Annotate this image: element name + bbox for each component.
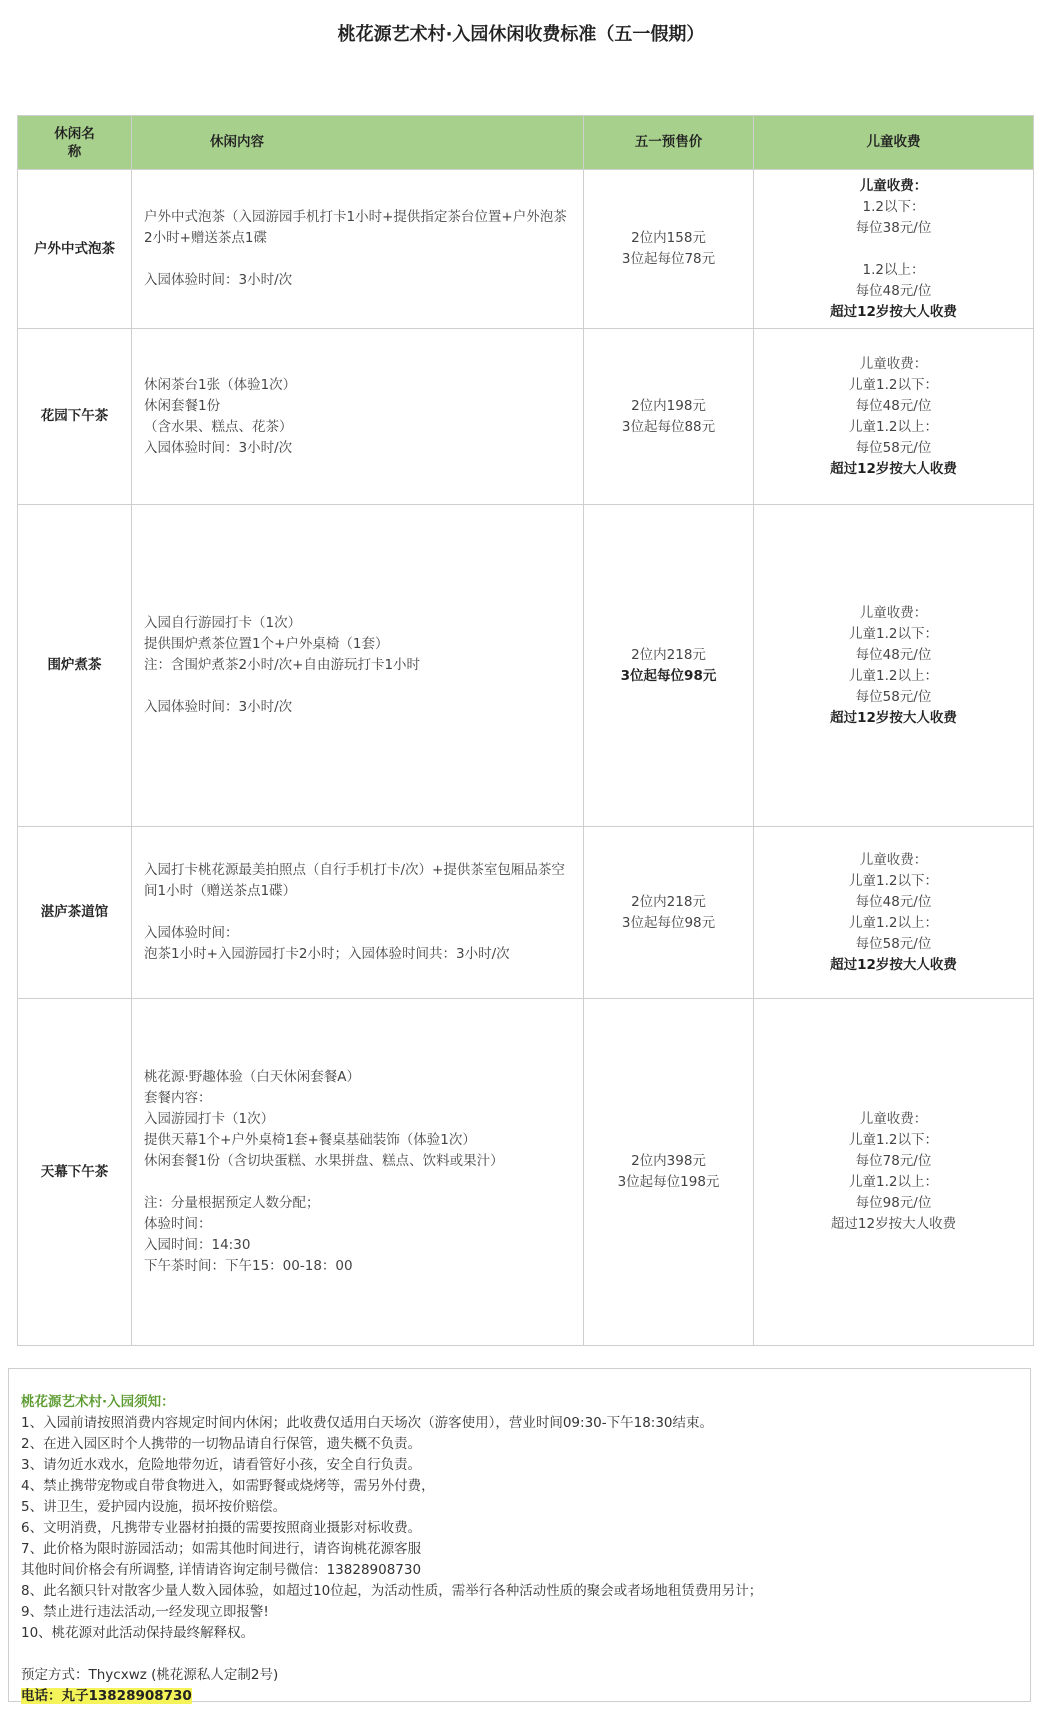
booking-method: 预定方式：Thycxwz (桃花源私人定制2号) (21, 1667, 279, 1683)
child-fee-line: 每位58元/位 (855, 688, 932, 705)
notice-item: 其他时间价格会有所调整, 详情请咨询定制号微信：13828908730 (21, 1562, 422, 1578)
price (584, 827, 754, 999)
price-line: 2位内398元 (631, 1153, 706, 1169)
price-line: 3位起每位98元 (620, 667, 717, 684)
content-line (144, 249, 571, 270)
content-line: 入园体验时间：3小时/次 (144, 272, 293, 288)
notice-title: 桃花源艺术村·入园须知： (21, 1394, 175, 1410)
content-line: 体验时间： (144, 1216, 212, 1232)
child-fee (754, 329, 1034, 505)
child-fee-line: 超过12岁按大人收费 (830, 1216, 957, 1232)
pricing-table (17, 115, 1034, 1346)
price-line: 3位起每位78元 (621, 251, 716, 267)
notice-item: 6、文明消费，凡携带专业器材拍摄的需要按照商业摄影对标收费。 (21, 1520, 422, 1536)
header-content: 休闲内容 (132, 116, 584, 170)
child-fee-line: 超过12岁按大人收费 (830, 956, 957, 973)
price-line: 2位内218元 (631, 893, 706, 910)
notice-item: 7、此价格为限时游园活动；如需其他时间进行，请咨询桃花源客服 (21, 1541, 422, 1557)
header-name: 休闲名称 (18, 116, 132, 170)
item-name: 天幕下午茶 (18, 999, 132, 1346)
table-row (18, 329, 1034, 505)
price (584, 505, 754, 827)
price (584, 170, 754, 329)
notice-item: 9、禁止进行违法活动,一经发现立即报警! (21, 1604, 269, 1620)
child-fee-line: 每位98元/位 (855, 1195, 932, 1211)
child-fee-line: 儿童收费： (859, 177, 928, 194)
item-name: 户外中式泡茶 (18, 170, 132, 329)
table-row (18, 999, 1034, 1346)
child-fee-line: 儿童1.2以上： (849, 914, 938, 931)
child-fee-line: 每位48元/位 (855, 397, 932, 414)
price (584, 329, 754, 505)
content-line: 提供天幕1个+户外桌椅1套+餐桌基础装饰（体验1次） (144, 1132, 476, 1148)
child-fee-line: 每位58元/位 (855, 439, 932, 456)
content-line: 提供围炉煮茶位置1个+户外桌椅（1套） (144, 636, 389, 652)
child-fee (754, 999, 1034, 1346)
notice-item: 3、请勿近水戏水，危险地带勿近，请看管好小孩，安全自行负责。 (21, 1457, 422, 1473)
child-fee-line: 儿童1.2以上： (849, 418, 938, 435)
child-fee-line: 超过12岁按大人收费 (830, 303, 957, 320)
child-fee (754, 827, 1034, 999)
content-line: 入园体验时间：3小时/次 (144, 699, 293, 715)
contact-phone: 电话：丸子13828908730 (21, 1688, 192, 1704)
price-line: 2位内218元 (631, 646, 706, 663)
content-line: 入园体验时间：3小时/次 (144, 439, 293, 456)
child-fee-line: 儿童1.2以上： (849, 1174, 938, 1190)
content-line: 入园体验时间： (144, 925, 239, 941)
child-fee-line: 儿童1.2以下： (849, 1132, 938, 1148)
content-line (144, 902, 571, 923)
price-line: 2位内198元 (631, 397, 706, 414)
header-price: 五一预售价 (584, 116, 754, 170)
item-name: 花园下午茶 (18, 329, 132, 505)
item-content (132, 827, 584, 999)
table-row (18, 827, 1034, 999)
item-name: 围炉煮茶 (18, 505, 132, 827)
child-fee-line: 儿童收费： (859, 355, 928, 372)
child-fee-line: 儿童1.2以下： (849, 376, 938, 393)
content-line: 休闲茶台1张（体验1次） (144, 376, 297, 393)
notice-item: 5、讲卫生，爱护园内设施，损坏按价赔偿。 (21, 1499, 287, 1515)
child-fee-line: 每位48元/位 (855, 893, 932, 910)
child-fee-line: 儿童1.2以下： (849, 872, 938, 889)
child-fee-line: 1.2以下： (862, 198, 925, 215)
content-line: 入园游园打卡（1次） (144, 1111, 275, 1127)
table-row (18, 170, 1034, 329)
content-line: 休闲套餐1份 (144, 397, 221, 414)
content-line: 休闲套餐1份（含切块蛋糕、水果拼盘、糕点、饮料或果汁） (144, 1153, 504, 1169)
child-fee-line: 每位48元/位 (855, 646, 932, 663)
child-fee-line (755, 239, 1032, 260)
content-line: 套餐内容： (144, 1090, 212, 1106)
notice-item: 10、桃花源对此活动保持最终解释权。 (21, 1625, 255, 1641)
content-line: 入园自行游园打卡（1次） (144, 615, 302, 631)
content-line: 入园时间：14:30 (144, 1237, 251, 1253)
content-line: 入园打卡桃花源最美拍照点（自行手机打卡/次）+提供茶室包厢品茶空间1小时（赠送茶点1碟） (144, 862, 565, 899)
item-content (132, 329, 584, 505)
content-line: 注：含围炉煮茶2小时/次+自由游玩打卡1小时 (144, 657, 421, 673)
table-row (18, 505, 1034, 827)
notice-item: 8、此名额只针对散客少量人数入园体验，如超过10位起，为活动性质，需举行各种活动性质的聚会或者场地租赁费用另计； (21, 1583, 763, 1599)
notice-item: 1、入园前请按照消费内容规定时间内休闲；此收费仅适用白天场次（游客使用），营业时间09:30-下午18:30结束。 (21, 1415, 714, 1431)
header-child-fee: 儿童收费 (754, 116, 1034, 170)
visitor-notice (8, 1368, 1031, 1702)
item-content (132, 170, 584, 329)
child-fee-line: 儿童收费： (859, 851, 928, 868)
content-line (144, 676, 571, 697)
page-title: 桃花源艺术村·入园休闲收费标准（五一假期） (337, 24, 705, 45)
content-line (144, 1172, 571, 1193)
content-line: 户外中式泡茶（入园游园手机打卡1小时+提供指定茶台位置+户外泡茶2小时+赠送茶点1碟 (144, 209, 567, 246)
content-line: （含水果、糕点、花茶） (144, 418, 293, 435)
price-line: 3位起每位98元 (621, 914, 716, 931)
price-line: 3位起每位88元 (621, 418, 716, 435)
child-fee-line: 儿童1.2以上： (849, 667, 938, 684)
content-line: 下午茶时间：下午15：00-18：00 (144, 1258, 353, 1274)
child-fee-line: 儿童收费： (859, 1111, 928, 1127)
child-fee (754, 505, 1034, 827)
child-fee-line: 儿童收费： (859, 604, 928, 621)
child-fee-line: 每位38元/位 (855, 219, 932, 236)
child-fee (754, 170, 1034, 329)
table-header-row (18, 116, 1034, 170)
notice-item: 2、在进入园区时个人携带的一切物品请自行保管，遗失概不负责。 (21, 1436, 422, 1452)
content-line: 注：分量根据预定人数分配； (144, 1195, 320, 1211)
notice-item: 4、禁止携带宠物或自带食物进入，如需野餐或烧烤等，需另外付费， (21, 1478, 435, 1494)
child-fee-line: 超过12岁按大人收费 (830, 460, 957, 477)
item-content (132, 505, 584, 827)
content-line: 泡茶1小时+入园游园打卡2小时；入园体验时间共：3小时/次 (144, 946, 510, 962)
price (584, 999, 754, 1346)
child-fee-line: 每位78元/位 (855, 1153, 932, 1169)
child-fee-line: 每位48元/位 (855, 282, 932, 299)
child-fee-line: 1.2以上： (862, 261, 925, 278)
child-fee-line: 超过12岁按大人收费 (830, 709, 957, 726)
item-content (132, 999, 584, 1346)
child-fee-line: 每位58元/位 (855, 935, 932, 952)
content-line: 桃花源·野趣体验（白天休闲套餐A） (144, 1069, 361, 1085)
item-name: 湛庐茶道馆 (18, 827, 132, 999)
child-fee-line: 儿童1.2以下： (849, 625, 938, 642)
price-line: 2位内158元 (631, 230, 706, 246)
price-line: 3位起每位198元 (617, 1174, 720, 1190)
